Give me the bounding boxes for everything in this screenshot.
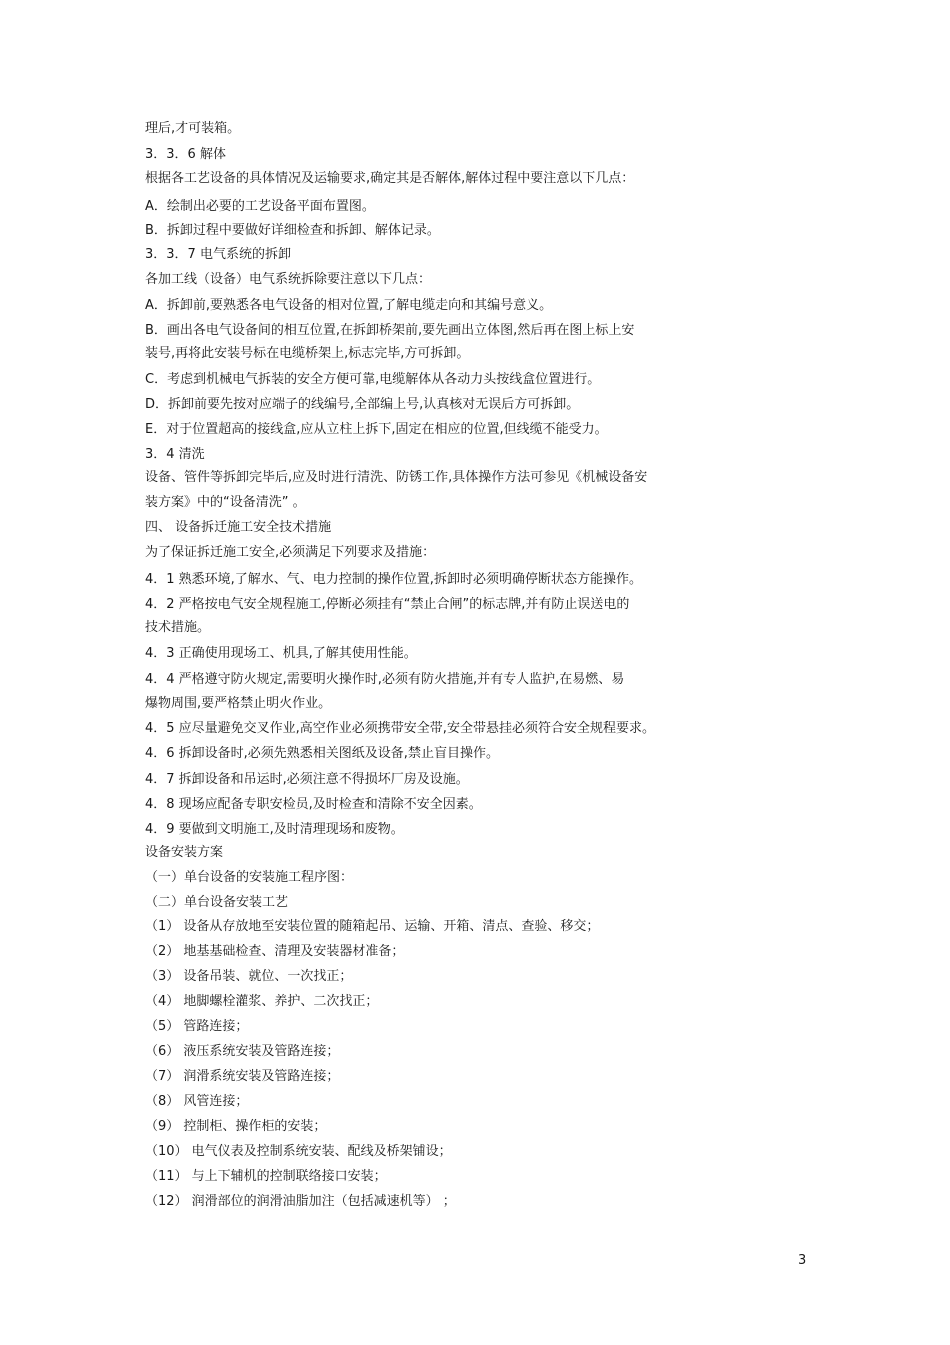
list-item: （6） 液压系统安装及管路连接； xyxy=(145,1044,340,1059)
list-item: 4．1 熟悉环境,了解水、气、电力控制的操作位置,拆卸时必须明确停断状态方能操作。 xyxy=(145,572,642,587)
list-item: （11） 与上下辅机的控制联络接口安装； xyxy=(145,1169,387,1184)
list-item: 4．2 严格按电气安全规程施工,停断必须挂有“禁止合闸”的标志牌,并有防止误送电的 xyxy=(145,597,630,612)
list-item: C．考虑到机械电气拆装的安全方便可靠,电缆解体从各动力头按线盒位置进行。 xyxy=(145,372,601,387)
text-line: 为了保证拆迁施工安全,必须满足下列要求及措施： xyxy=(145,545,436,560)
list-item: （8） 风管连接； xyxy=(145,1094,249,1109)
list-item: （5） 管路连接； xyxy=(145,1019,249,1034)
section-heading: 3．3．6 解体 xyxy=(145,147,226,162)
section-heading: 四、 设备拆迁施工安全技术措施 xyxy=(145,520,332,535)
list-item: 4．8 现场应配备专职安检员,及时检查和清除不安全因素。 xyxy=(145,797,482,812)
list-item: 4．5 应尽量避免交叉作业,高空作业必须携带安全带,安全带悬挂必须符合安全规程要求。 xyxy=(145,721,655,736)
list-item: （4） 地脚螺栓灌浆、养护、二次找正； xyxy=(145,994,379,1009)
list-item: （二）单台设备安装工艺 xyxy=(145,895,289,910)
text-line: 设备、管件等拆卸完毕后,应及时进行清洗、防锈工作,具体操作方法可参见《机械设备安 xyxy=(145,470,648,485)
text-line: 装号,再将此安装号标在电缆桥架上,标志完毕,方可拆卸。 xyxy=(145,346,470,361)
list-item: 4．7 拆卸设备和吊运时,必须注意不得损坏厂房及设施。 xyxy=(145,772,469,787)
list-item: （10） 电气仪表及控制系统安装、配线及桥架铺设； xyxy=(145,1144,452,1159)
list-item: B．画出各电气设备间的相互位置,在拆卸桥架前,要先画出立体图,然后再在图上标上安 xyxy=(145,323,635,338)
list-item: （3） 设备吊装、就位、一次找正； xyxy=(145,969,353,984)
list-item: A．拆卸前,要熟悉各电气设备的相对位置,了解电缆走向和其编号意义。 xyxy=(145,298,553,313)
page-number: 3 xyxy=(798,1253,807,1268)
list-item: E．对于位置超高的接线盒,应从立柱上拆下,固定在相应的位置,但线缆不能受力。 xyxy=(145,422,608,437)
list-item: （7） 润滑系统安装及管路连接； xyxy=(145,1069,340,1084)
list-item: 4．4 严格遵守防火规定,需要明火操作时,必须有防火措施,并有专人监护,在易燃、易 xyxy=(145,672,625,687)
list-item: D．拆卸前要先按对应端子的线编号,全部编上号,认真核对无误后方可拆卸。 xyxy=(145,397,580,412)
list-item: （2） 地基基础检查、清理及安装器材准备； xyxy=(145,944,405,959)
text-line: 爆物周围,要严格禁止明火作业。 xyxy=(145,696,332,711)
section-heading: 3．4 清洗 xyxy=(145,447,205,462)
list-item: A．绘制出必要的工艺设备平面布置图。 xyxy=(145,199,375,214)
list-item: B．拆卸过程中要做好详细检查和拆卸、解体记录。 xyxy=(145,223,440,238)
section-heading: 3．3．7 电气系统的拆卸 xyxy=(145,247,291,262)
text-line: 技术措施。 xyxy=(145,620,211,635)
section-heading: 设备安装方案 xyxy=(145,845,224,860)
list-item: （12） 润滑部位的润滑油脂加注（包括减速机等） ； xyxy=(145,1194,456,1209)
list-item: 4．6 拆卸设备时,必须先熟悉相关图纸及设备,禁止盲目操作。 xyxy=(145,746,499,761)
list-item: （一）单台设备的安装施工程序图： xyxy=(145,870,354,885)
list-item: （9） 控制柜、操作柜的安装； xyxy=(145,1119,327,1134)
text-line: 各加工线（设备）电气系统拆除要注意以下几点： xyxy=(145,272,432,287)
list-item: 4．3 正确使用现场工、机具,了解其使用性能。 xyxy=(145,646,417,661)
text-line: 理后,才可装箱。 xyxy=(145,121,241,136)
text-line: 装方案》中的“设备清洗” 。 xyxy=(145,495,306,510)
text-line: 根据各工艺设备的具体情况及运输要求,确定其是否解体,解体过程中要注意以下几点： xyxy=(145,171,635,186)
list-item: 4．9 要做到文明施工,及时清理现场和废物。 xyxy=(145,822,404,837)
list-item: （1） 设备从存放地至安装位置的随箱起吊、运输、开箱、清点、查验、移交； xyxy=(145,919,600,934)
